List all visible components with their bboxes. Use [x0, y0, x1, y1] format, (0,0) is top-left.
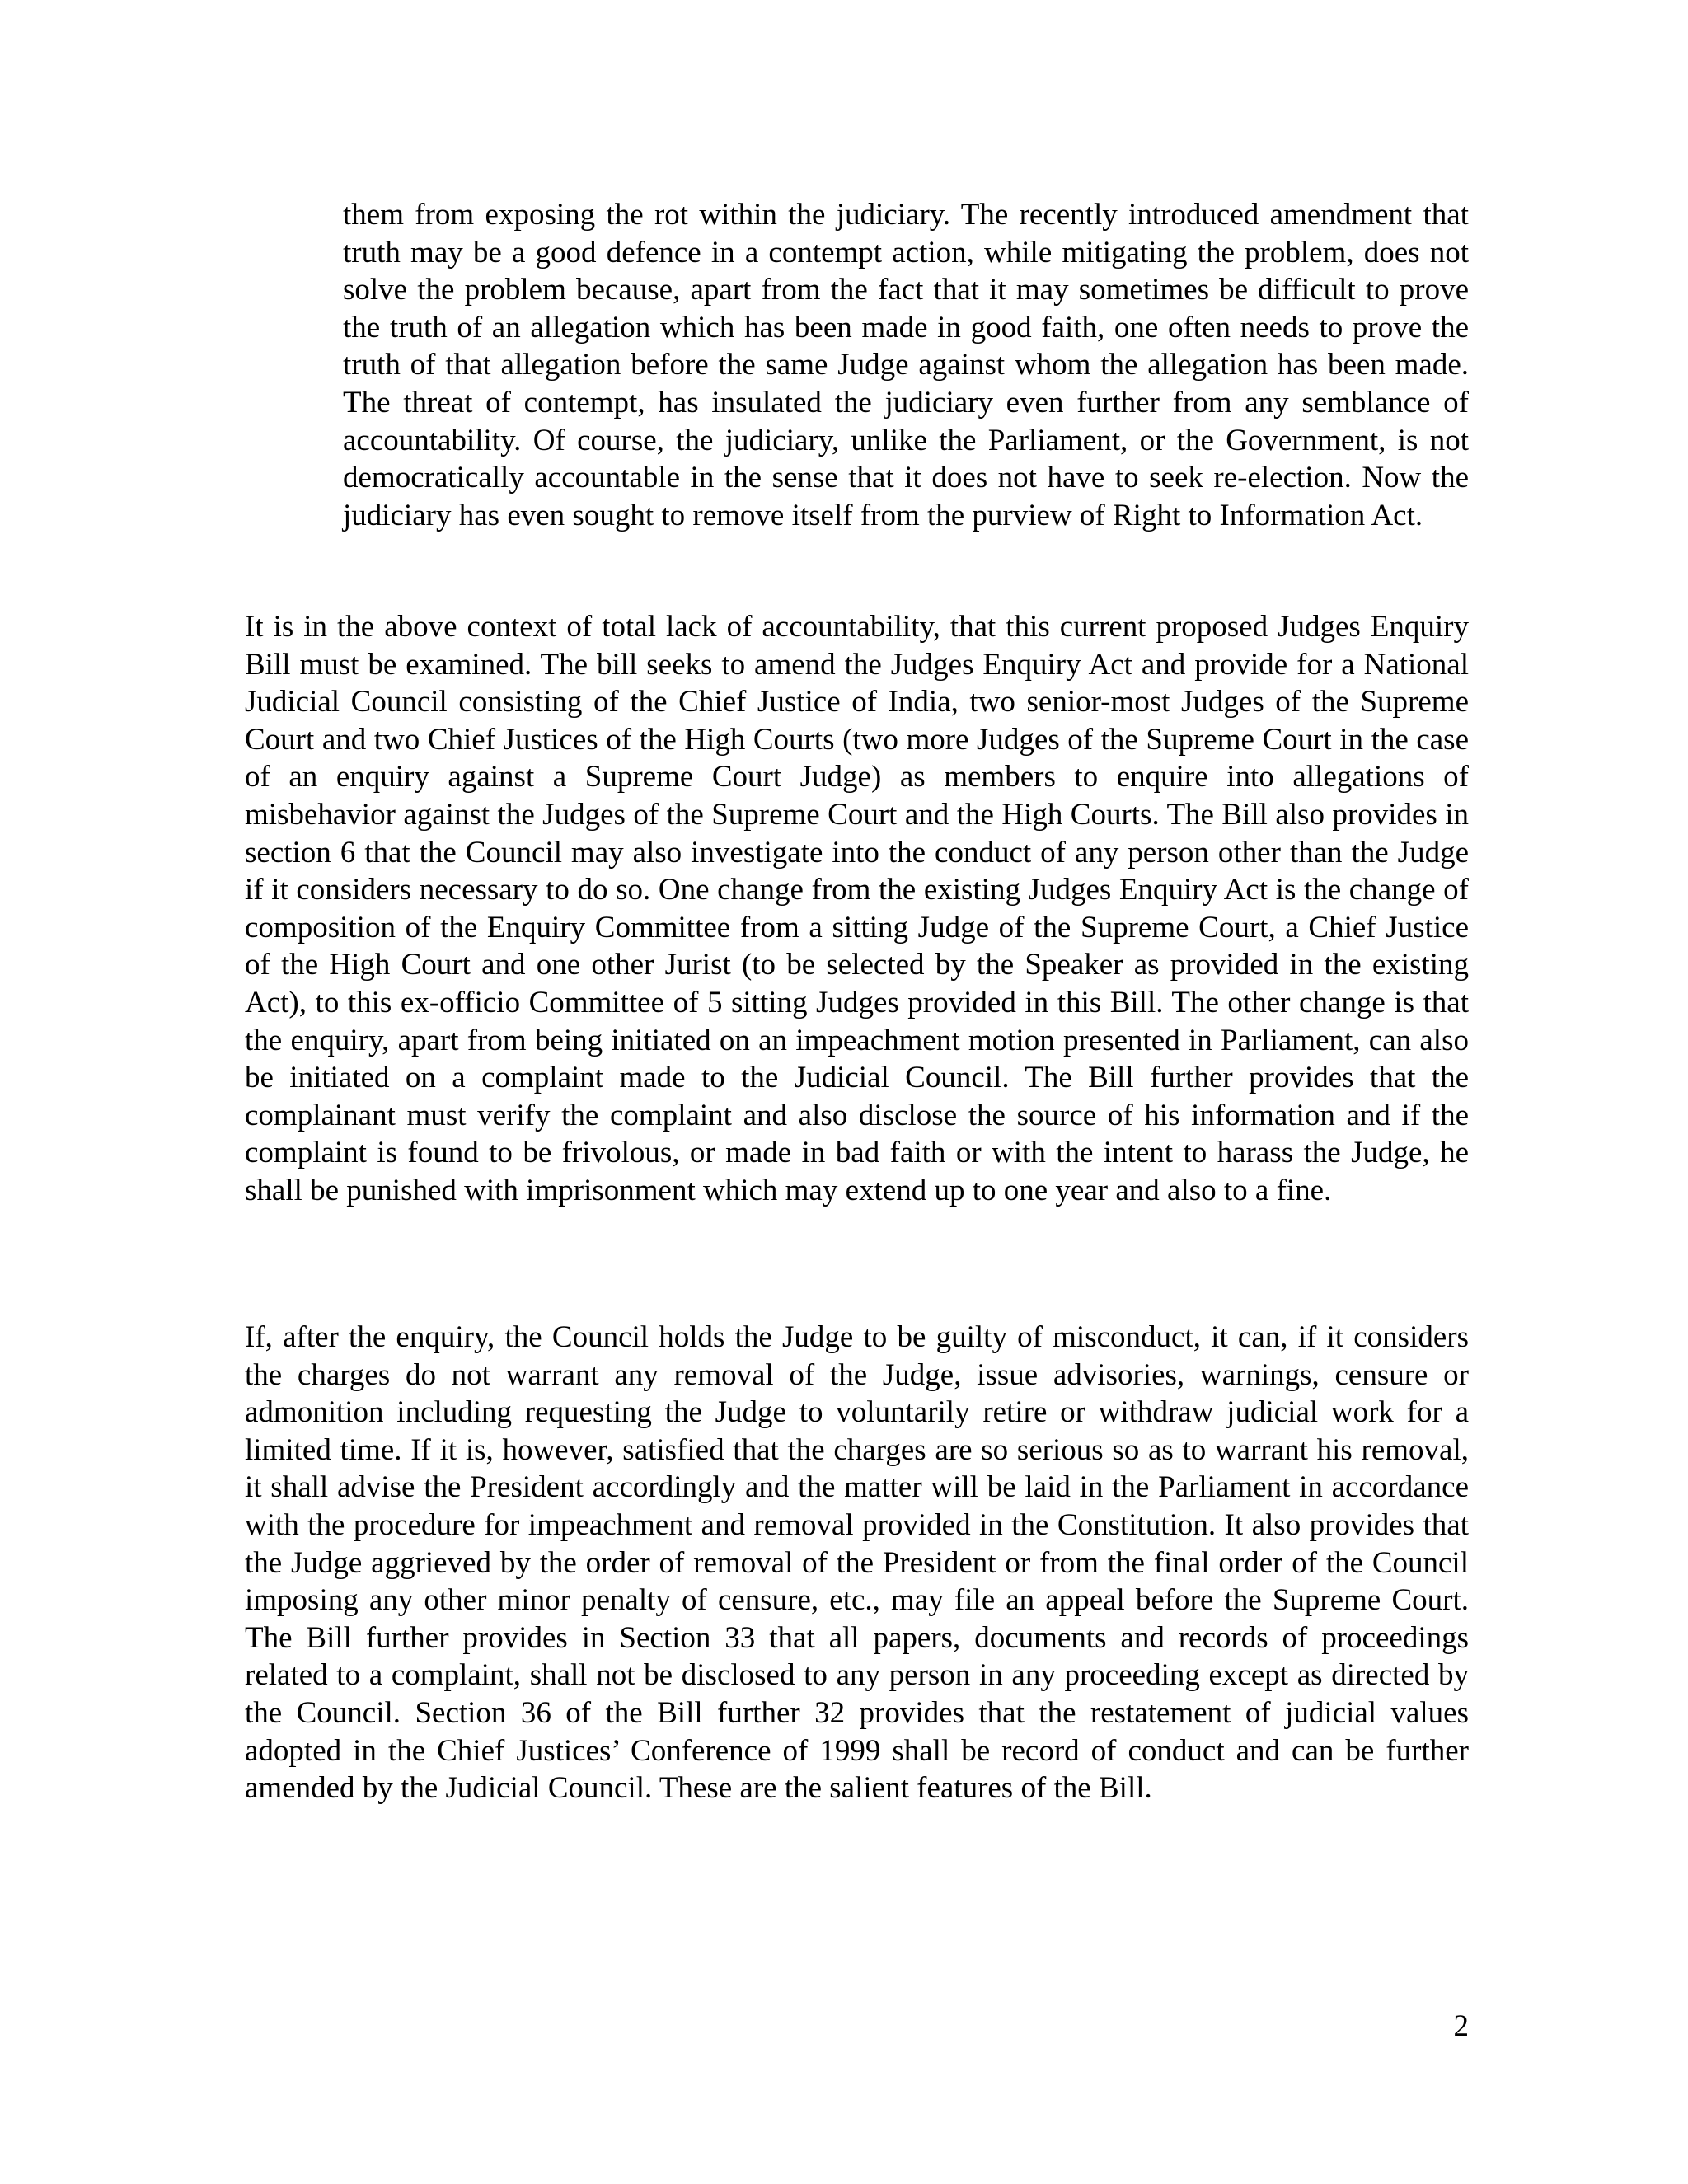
indented-quote-paragraph: them from exposing the rot within the judiciary. The recently introduced amendment that truth may be a good defence in a contempt action, while mitigating the problem, does not solve the problem because, apart from the fact that it may sometimes be difficult to prove the truth of an allegation which has been made in good faith, one often needs to prove the truth of that allegation before the same Judge against whom the allegation has been made. The threat of contempt, has insulated the judiciary even further from any semblance of accountability. Of course, the judiciary, unlike the Parliament, or the Government, is not democratically accountable in the sense that it does not have to seek re-election. Now the judiciary has even sought to remove itself from the purview of Right to Information Act. — [343, 198, 1469, 532]
body-paragraph-bill-overview: It is in the above context of total lack of accountability, that this current proposed Judges Enquiry Bill must be examined. The bill seeks to amend the Judges Enquiry Act and provide for a National Judicial Council consisting of the Chief Justice of India, two senior-most Judges of the Supreme Court and two Chief Justices of the High Courts (two more Judges of the Supreme Court in the case of an enquiry against a Supreme Court Judge) as members to enquire into allegations of misbehavior against the Judges of the Supreme Court and the High Courts. The Bill also provides in section 6 that the Council may also investigate into the conduct of any person other than the Judge if it considers necessary to do so. One change from the existing Judges Enquiry Act is the change of composition of the Enquiry Committee from a sitting Judge of the Supreme Court, a Chief Justice of the High Court and one other Jurist (to be selected by the Speaker as provided in the existing Act), to this ex-officio Committee of 5 sitting Judges provided in this Bill. The other change is that the enquiry, apart from being initiated on an impeachment motion presented in Parliament, can also be initiated on a complaint made to the Judicial Council. The Bill further provides that the complainant must verify the complaint and also disclose the source of his information and if the complaint is found to be frivolous, or made in bad faith or with the intent to harass the Judge, he shall be punished with imprisonment which may extend up to one year and also to a fine. — [245, 610, 1469, 1207]
page-number: 2 — [1453, 2009, 1469, 2043]
body-paragraph-bill-provisions: If, after the enquiry, the Council holds the Judge to be guilty of misconduct, it can, if it considers the charges do not warrant any removal of the Judge, issue advisories, warnings, censure or admonition including requesting the Judge to voluntarily retire or withdraw judicial work for a limited time. If it is, however, satisfied that the charges are so serious so as to warrant his removal, it shall advise the President accordingly and the matter will be laid in the Parliament in accordance with the procedure for impeachment and removal provided in the Constitution. It also provides that the Judge aggrieved by the order of removal of the President or from the final order of the Council imposing any other minor penalty of censure, etc., may file an appeal before the Supreme Court. The Bill further provides in Section 33 that all papers, documents and records of proceedings related to a complaint, shall not be disclosed to any person in any proceeding except as directed by the Council. Section 36 of the Bill further 32 provides that the restatement of judicial values adopted in the Chief Justices’ Conference of 1999 shall be record of conduct and can be further amended by the Judicial Council. These are the salient features of the Bill. — [245, 1320, 1469, 1806]
